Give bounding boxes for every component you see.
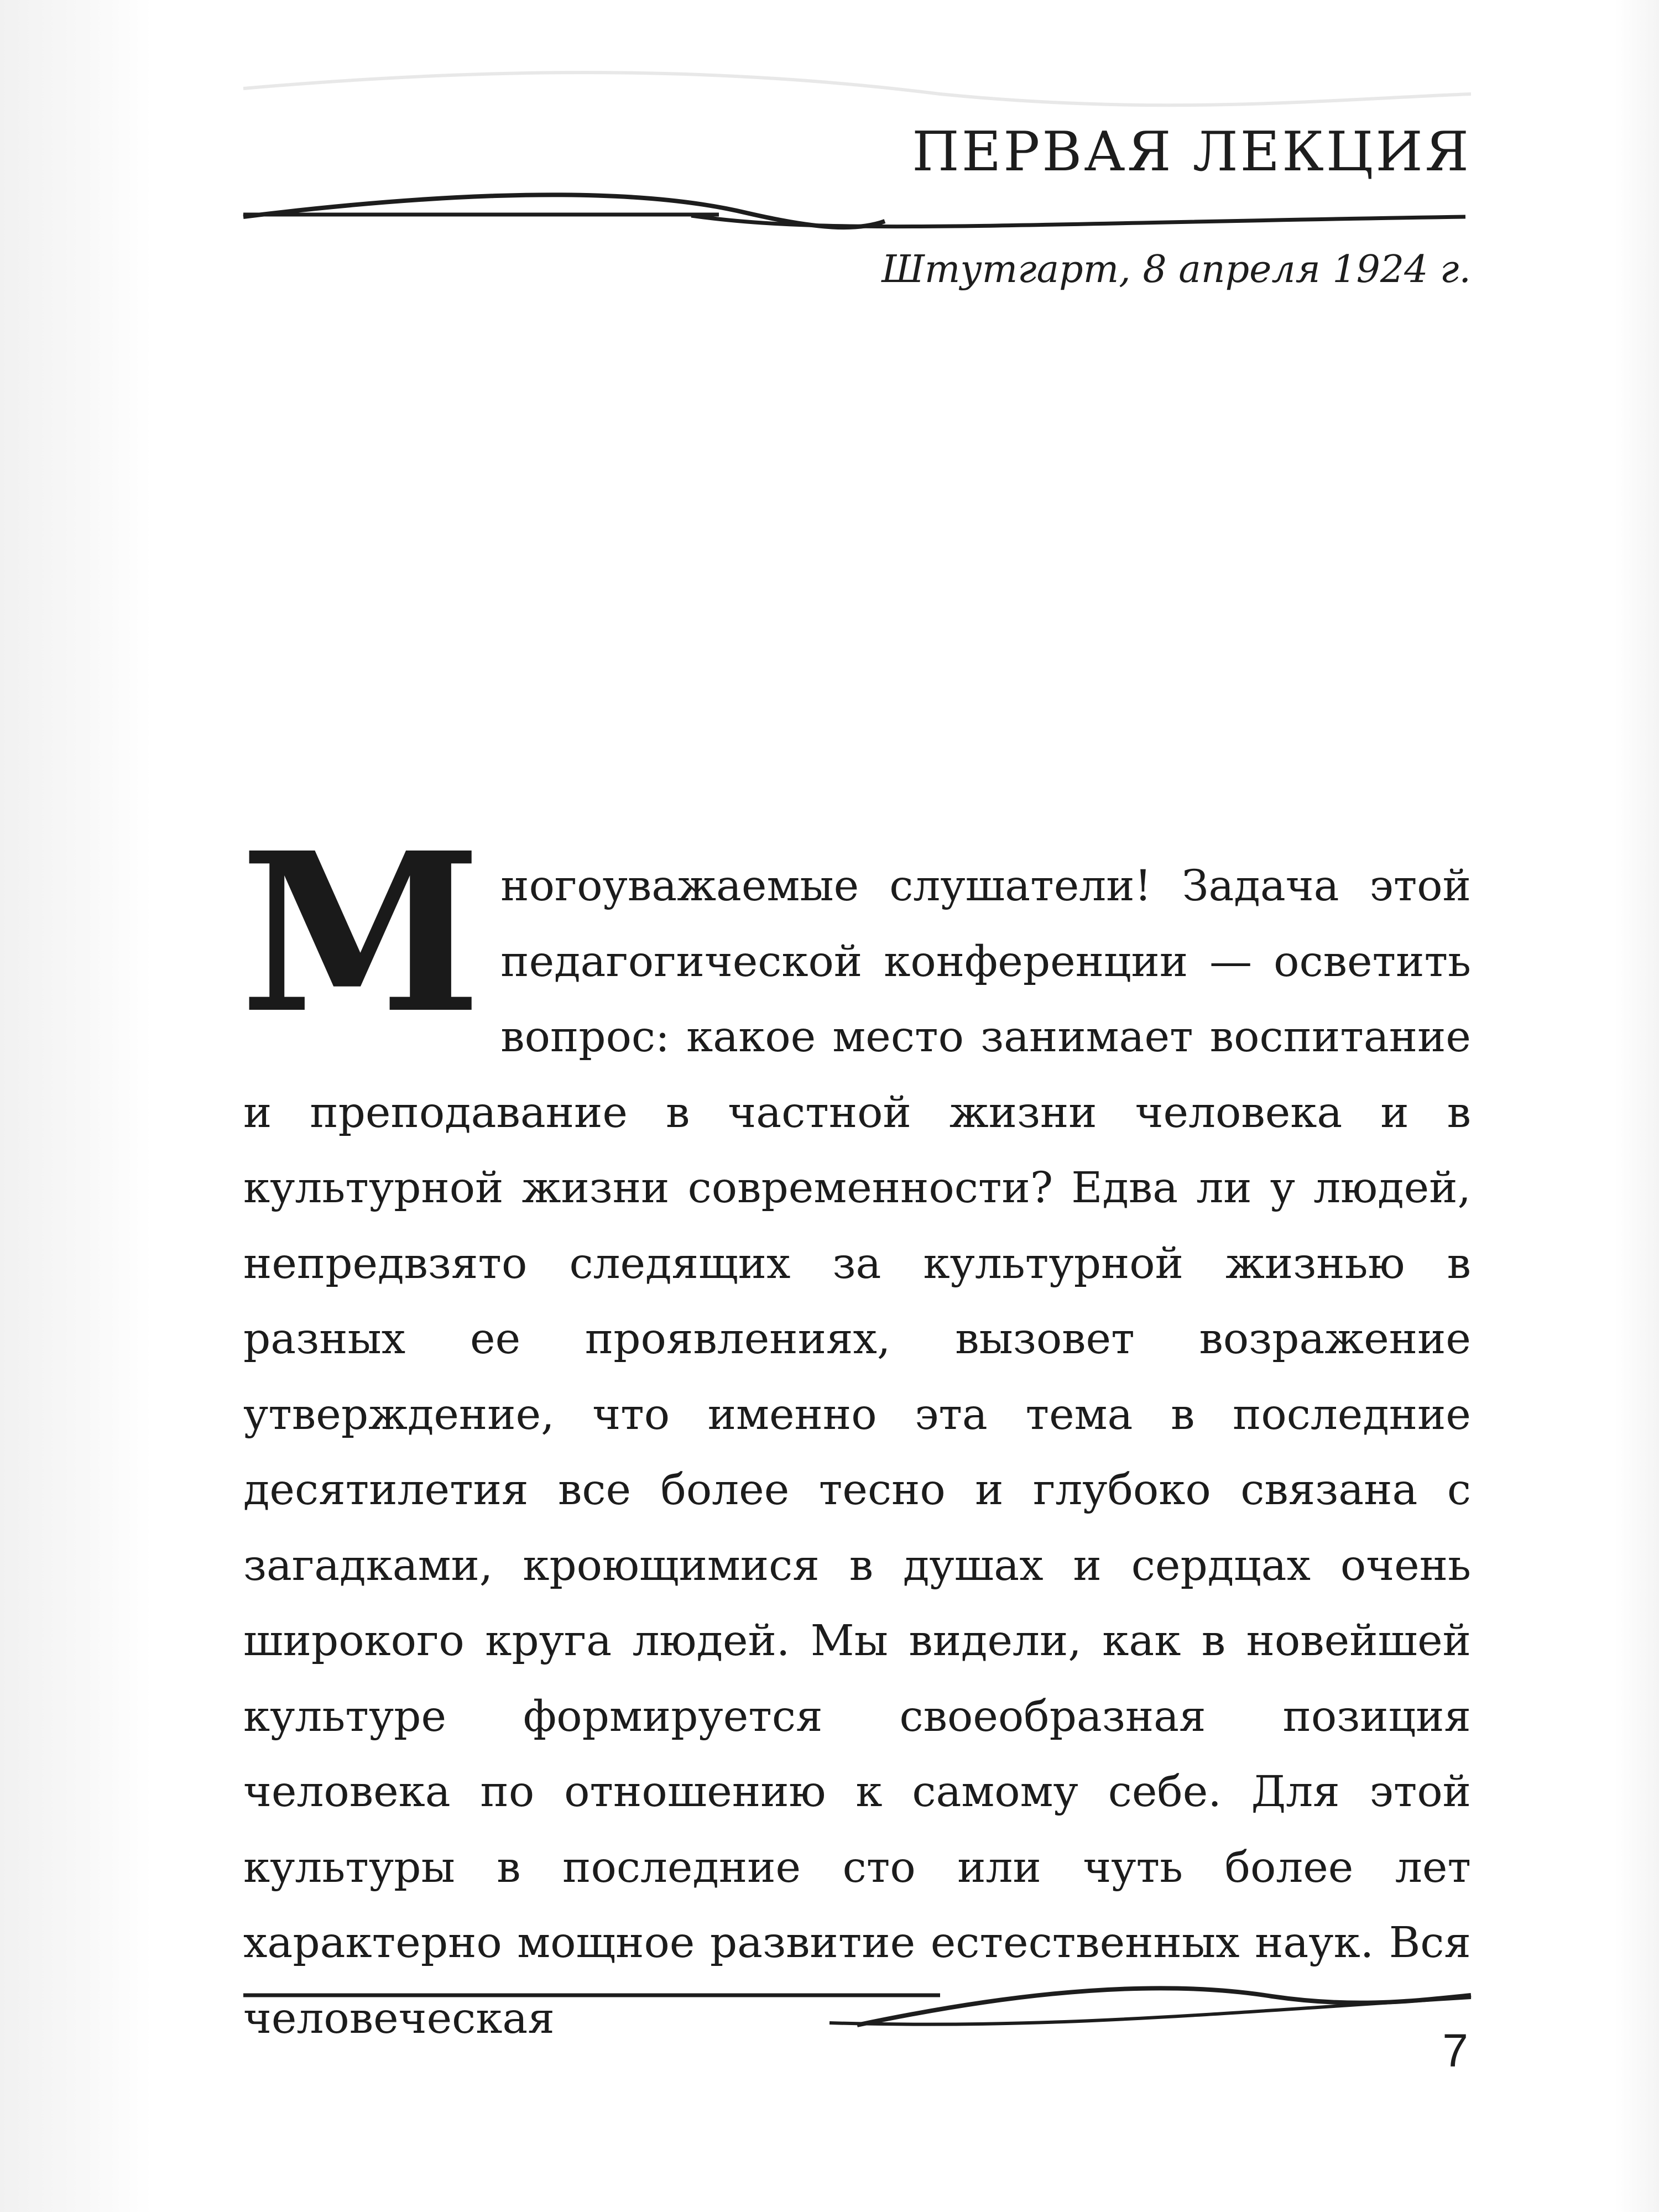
- place-date-line: Штутгарт, 8 апреля 1924 г.: [881, 248, 1471, 291]
- lecture-body-text: ногоуважаемые слушатели! Задача этой педагогической конференции — осветить вопрос: какое место занимает воспитание и преподавание в частной жизни человека и в культурной жизни современности? Едва ли у людей, непредвзято следящих за культурной жизнью в разных ее проявлениях, вызовет возражение утверждение, что именно эта тема в последние десятилетия все более тесно и глубоко связана с загадками, кроющимися в душах и сердцах очень широкого круга людей. Мы видели, как в новейшей культуре формируется своеобразная позиция человека по отношению к самому себе. Для этой культуры в последние сто или чуть более лет характерно мощное развитие естественных наук. Вся человеческая: [243, 862, 1471, 2043]
- page-number: 7: [1442, 2025, 1468, 2077]
- footer-swash-ornament: [0, 1969, 1659, 2057]
- lecture-body-paragraph: [240, 805, 1471, 2057]
- page-shadow-left: [0, 0, 152, 2212]
- drop-cap-letter: М: [240, 805, 482, 1062]
- chapter-title: ПЕРВАЯ ЛЕКЦИЯ: [912, 121, 1471, 184]
- page-shadow-right: [1615, 0, 1659, 2212]
